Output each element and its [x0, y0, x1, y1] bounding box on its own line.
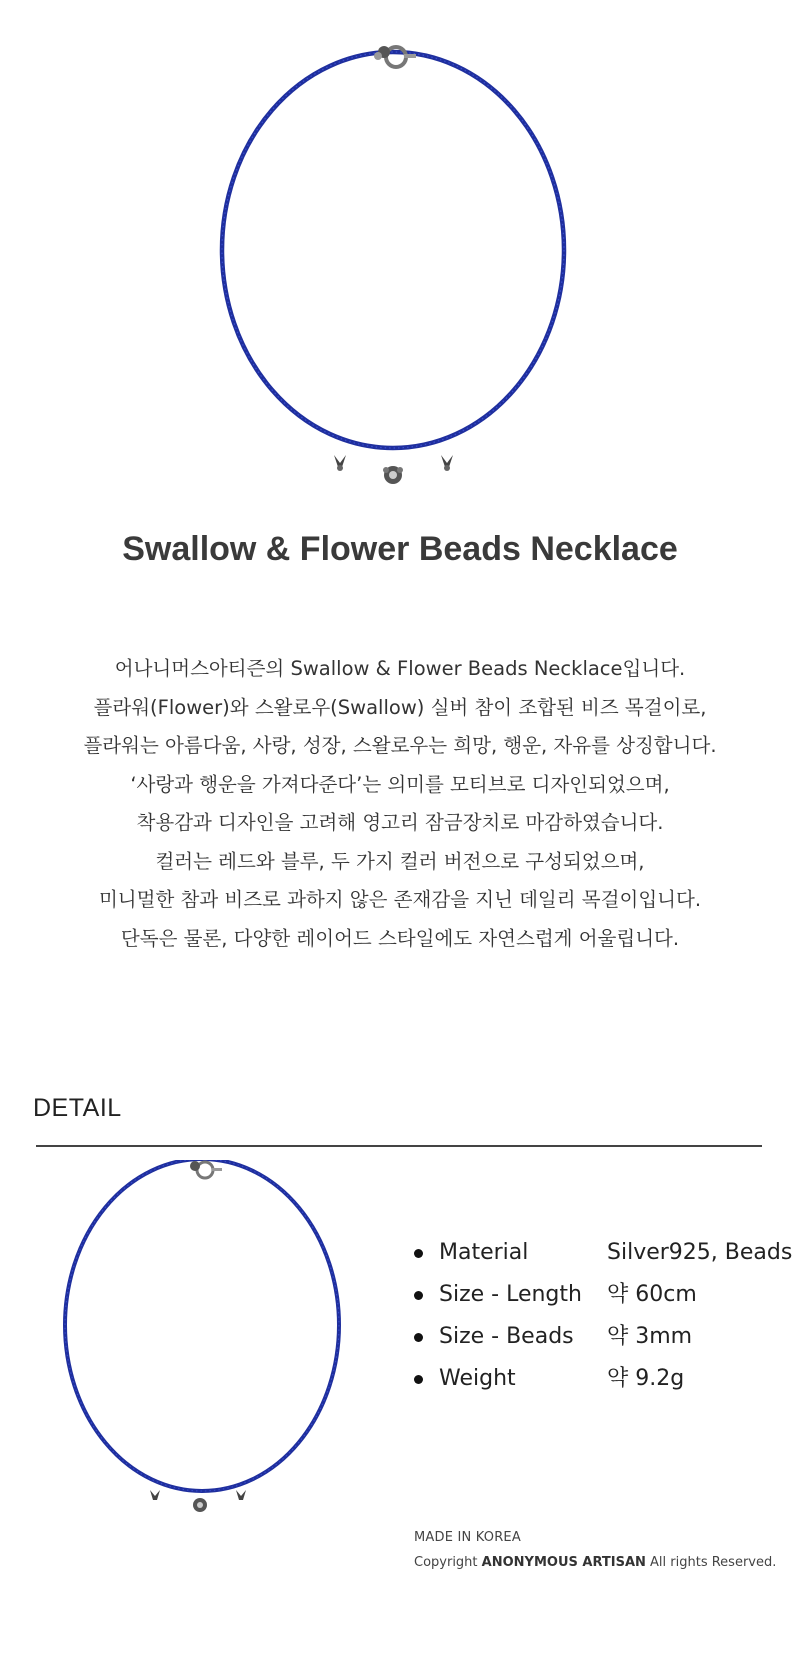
spec-label: Weight — [439, 1366, 516, 1391]
toggle-clasp-icon — [190, 1161, 222, 1178]
detail-heading: DETAIL — [33, 1094, 122, 1122]
copyright-prefix: Copyright — [414, 1555, 478, 1570]
swallow-charm-right-icon — [236, 1490, 246, 1500]
description-line: 컬러는 레드와 블루, 두 가지 컬러 버전으로 구성되었으며, — [155, 849, 645, 873]
bullet-icon — [414, 1375, 423, 1384]
description-line: 플라워는 아름다움, 사랑, 성장, 스왈로우는 희망, 행운, 자유를 상징합니다. — [83, 734, 717, 757]
swallow-charm-right-icon — [441, 455, 453, 471]
copyright-rights: All rights Reserved. — [650, 1555, 777, 1570]
description-line: 미니멀한 참과 비즈로 과하지 않은 존재감을 지닌 데일리 목걸이입니다. — [98, 888, 702, 911]
brand-name: ANONYMOUS ARTISAN — [481, 1555, 646, 1570]
description-line: 단독은 물론, 다양한 레이어드 스타일에도 자연스럽게 어울립니다. — [120, 926, 680, 950]
description-line: ‘사랑과 행운을 가져다준다’는 의미를 모티브로 디자인되었으며, — [130, 772, 670, 796]
spec-value: 약 9.2g — [607, 1366, 685, 1391]
description-line: 플라워(Flower)와 스왈로우(Swallow) 실버 참이 조합된 비즈 목걸이로, — [93, 695, 707, 719]
detail-divider — [36, 1145, 762, 1147]
product-description — [0, 650, 800, 958]
made-in-label: MADE IN KOREA — [414, 1530, 521, 1545]
spec-label: Size - Length — [439, 1282, 582, 1307]
toggle-clasp-icon — [374, 46, 416, 67]
necklace-main-image — [0, 0, 800, 520]
bullet-icon — [414, 1291, 423, 1300]
swallow-charm-left-icon — [150, 1490, 160, 1500]
product-title: Swallow & Flower Beads Necklace — [122, 530, 678, 568]
spec-value: 약 60cm — [607, 1282, 697, 1307]
bullet-icon — [414, 1333, 423, 1342]
necklace-detail-image — [40, 1160, 380, 1540]
spec-value: Silver925, Beads — [607, 1240, 793, 1265]
spec-value: 약 3mm — [607, 1324, 693, 1349]
swallow-charm-left-icon — [334, 455, 346, 471]
description-line: 어나니머스아티즌의 Swallow & Flower Beads Necklace입니다. — [114, 657, 686, 680]
copyright-notice — [414, 1555, 776, 1570]
flower-charm-icon — [193, 1498, 207, 1512]
spec-label: Size - Beads — [439, 1324, 574, 1349]
bullet-icon — [414, 1249, 423, 1258]
spec-label: Material — [439, 1240, 529, 1265]
description-line: 착용감과 디자인을 고려해 영고리 잠금장치로 마감하였습니다. — [136, 811, 664, 834]
flower-charm-icon — [383, 466, 403, 484]
